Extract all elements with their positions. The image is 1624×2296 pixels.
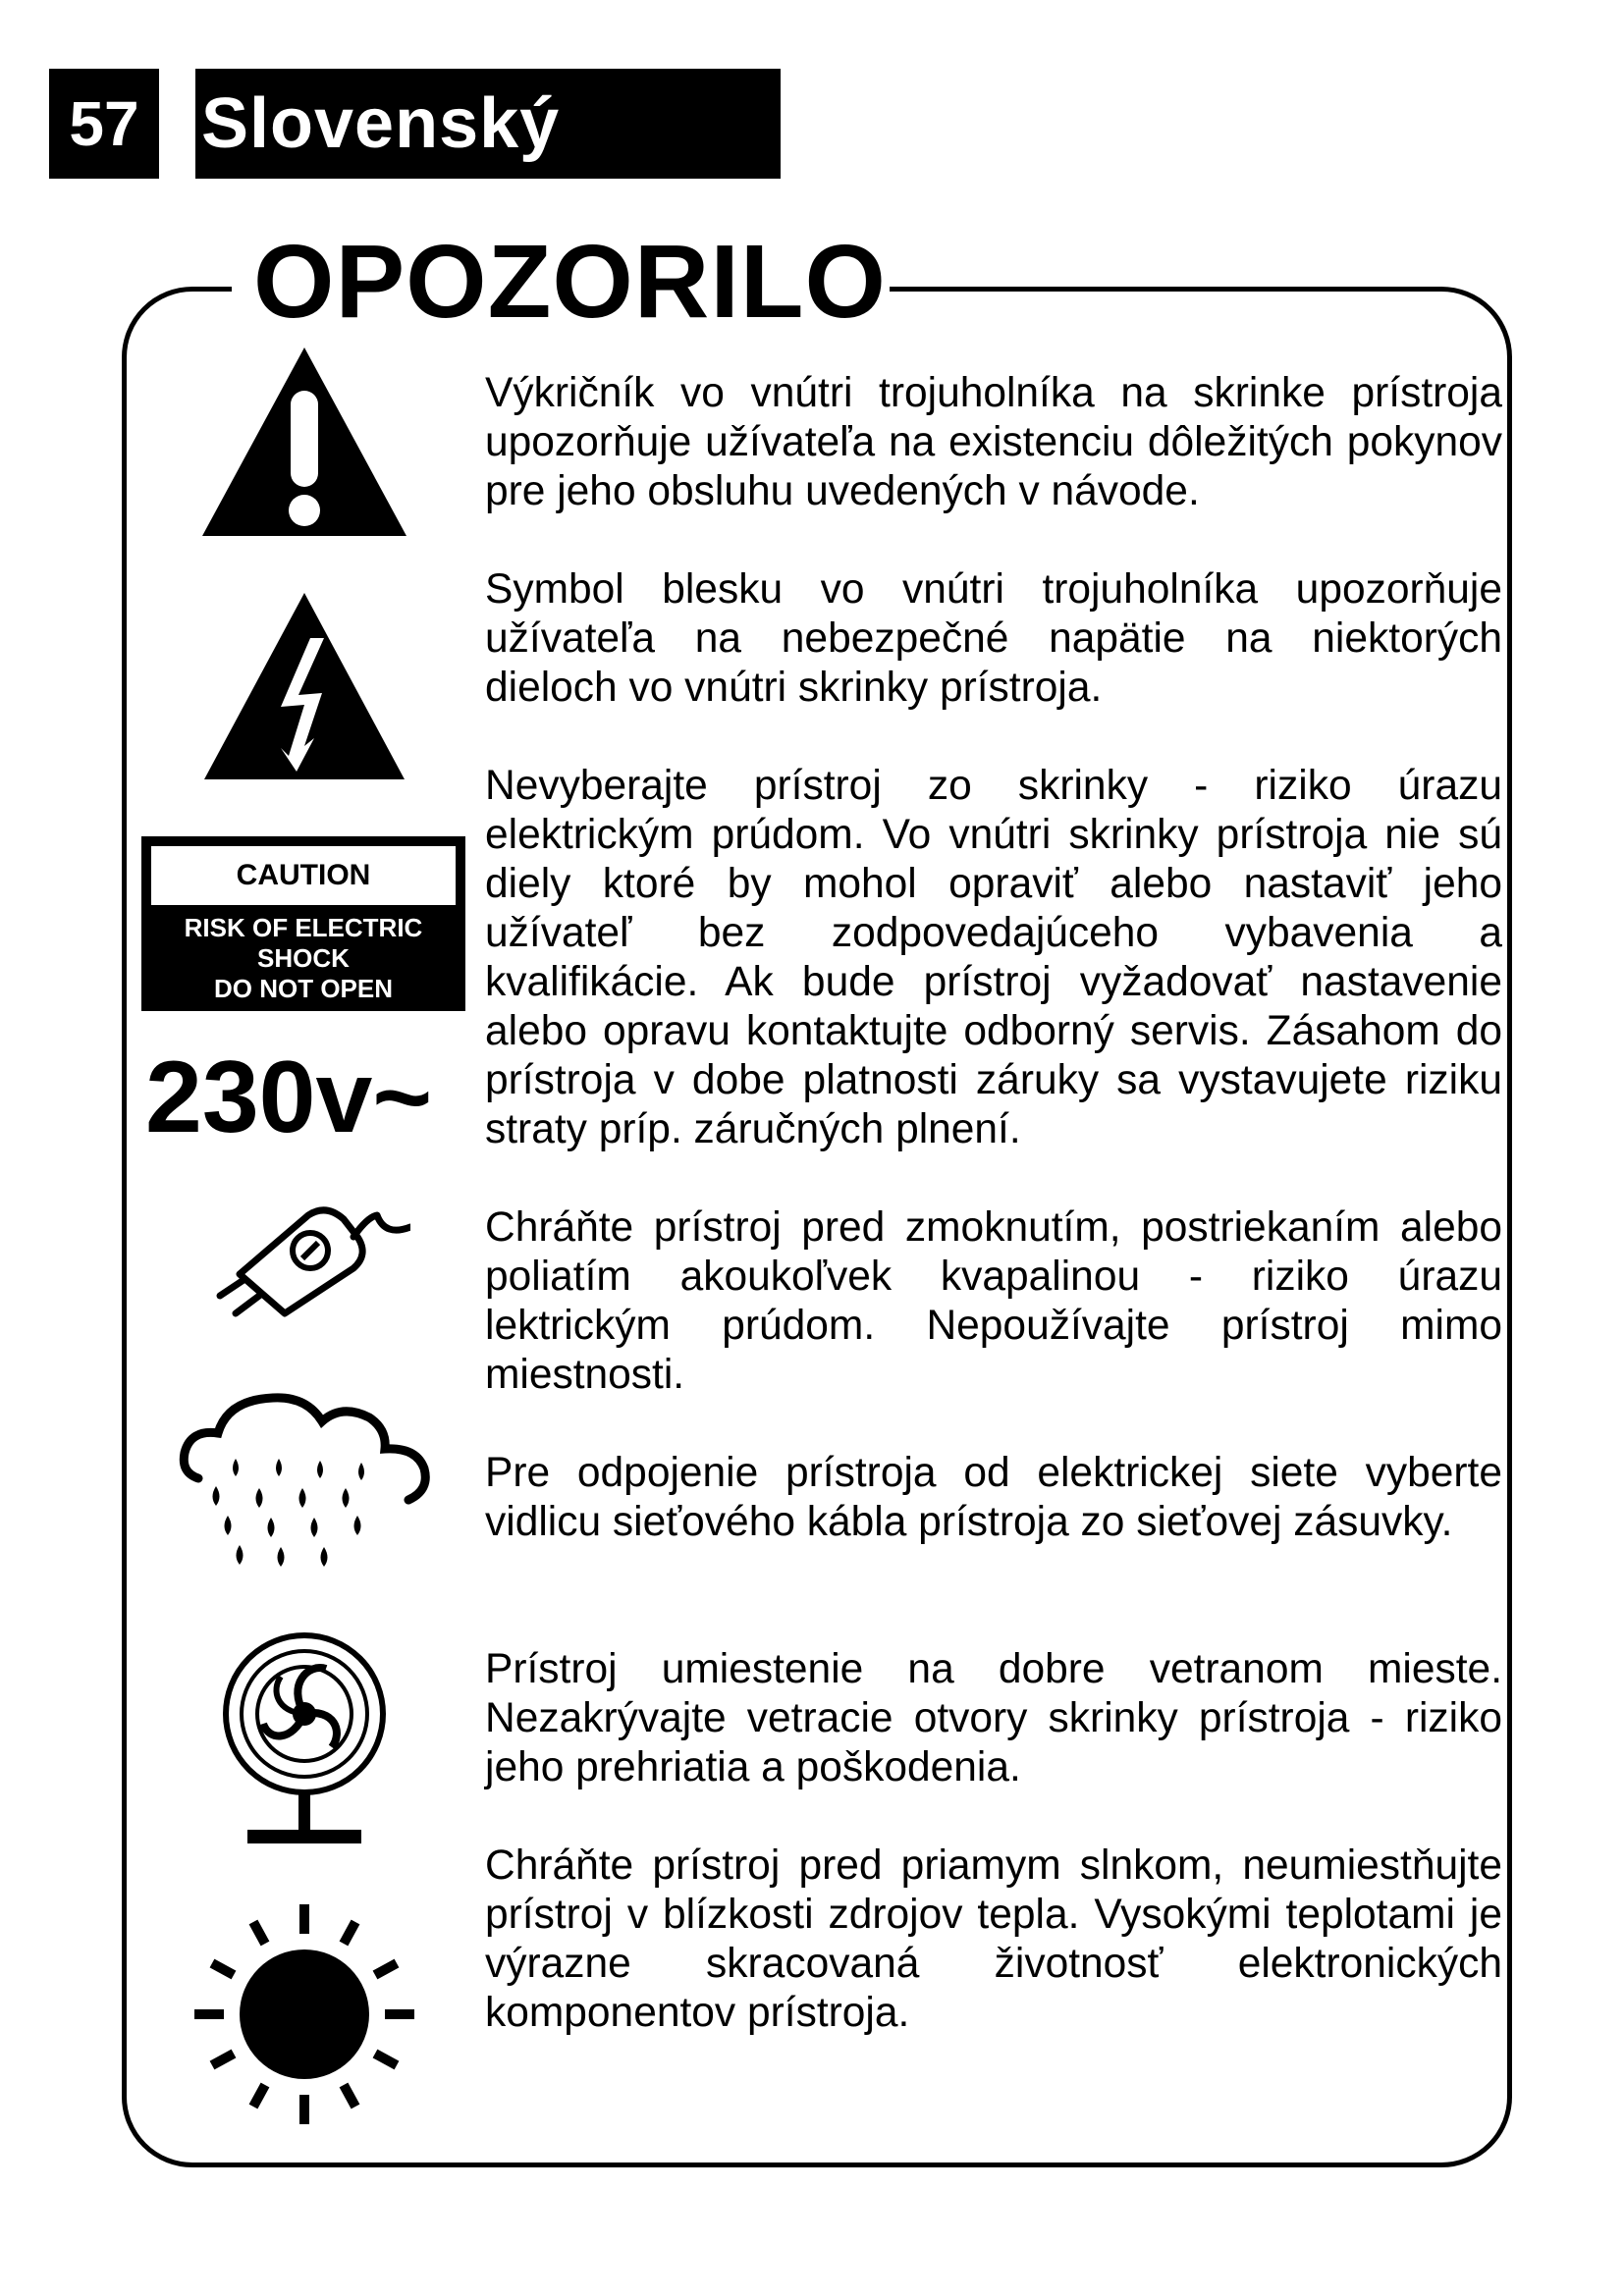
paragraph-ventilation: Prístroj umiestenie na dobre vetranom mieste. Nezakrývajte vetracie otvory skrinky prístroja - riziko jeho prehriatia a poškodenia. [485, 1646, 1502, 1790]
page-number: 57 [49, 69, 159, 179]
paragraph-disconnect: Pre odpojenie prístroja od elektrickej siete vyberte vidlicu sieťového kábla prístroja zo sieťovej zásuvky. [485, 1450, 1502, 1545]
paragraph-exclamation: Výkričník vo vnútri trojuholníka na skrinke prístroja upozorňuje užívateľa na existenciu dôležitých pokynov pre jeho obsluhu uvedených v návode. [485, 370, 1502, 514]
plug-icon [200, 1198, 410, 1325]
exclamation-triangle-icon [200, 346, 408, 538]
voltage-label: 230v~ [145, 1041, 433, 1154]
paragraph-heat: Chráňte prístroj pred priamym slnkom, neumiestňujte prístroj v blízkosti zdrojov tepla. Vysokými teplotami je výrazne skracovaná životnosť elektronických komponentov prístroja. [485, 1842, 1502, 2036]
page-title: OPOZORILO [253, 224, 887, 340]
fan-icon [218, 1629, 391, 1847]
sun-icon [190, 1900, 418, 2128]
caution-line-2: SHOCK [257, 943, 350, 973]
paragraph-lightning: Symbol blesku vo vnútri trojuholníka upozorňuje užívateľa na nebezpečné napätie na niektorých dieloch vo vnútri skrinky prístroja. [485, 566, 1502, 711]
lightning-triangle-icon [202, 591, 406, 781]
rain-cloud-icon [177, 1384, 432, 1580]
paragraph-moisture: Chráňte prístroj pred zmoknutím, postriekaním alebo poliatím akoukoľvek kvapalinou - riziko úrazu lektrickým prúdom. Nepoužívajte prístroj mimo miestnosti. [485, 1204, 1502, 1398]
caution-line-1: RISK OF ELECTRIC [184, 913, 423, 942]
paragraph-caution: Nevyberajte prístroj zo skrinky - riziko úrazu elektrickým prúdom. Vo vnútri skrinky prístroja nie sú diely ktoré by mohol opraviť alebo nastaviť jeho užívateľ bez zodpovedajúceho vybavenia a kvalifikácie. Ak bude prístroj vyžadovať nastavenie alebo opravu kontaktujte odborný servis. Zásahom do prístroja v dobe platnosti záruky sa vystavujete riziku straty príp. záručných plnení. [485, 763, 1502, 1152]
language-banner: Slovenský [195, 69, 781, 179]
caution-title: CAUTION [151, 846, 456, 905]
caution-line-3: DO NOT OPEN [213, 974, 393, 1003]
caution-label [141, 836, 465, 1011]
caution-warning-text [145, 913, 461, 1004]
